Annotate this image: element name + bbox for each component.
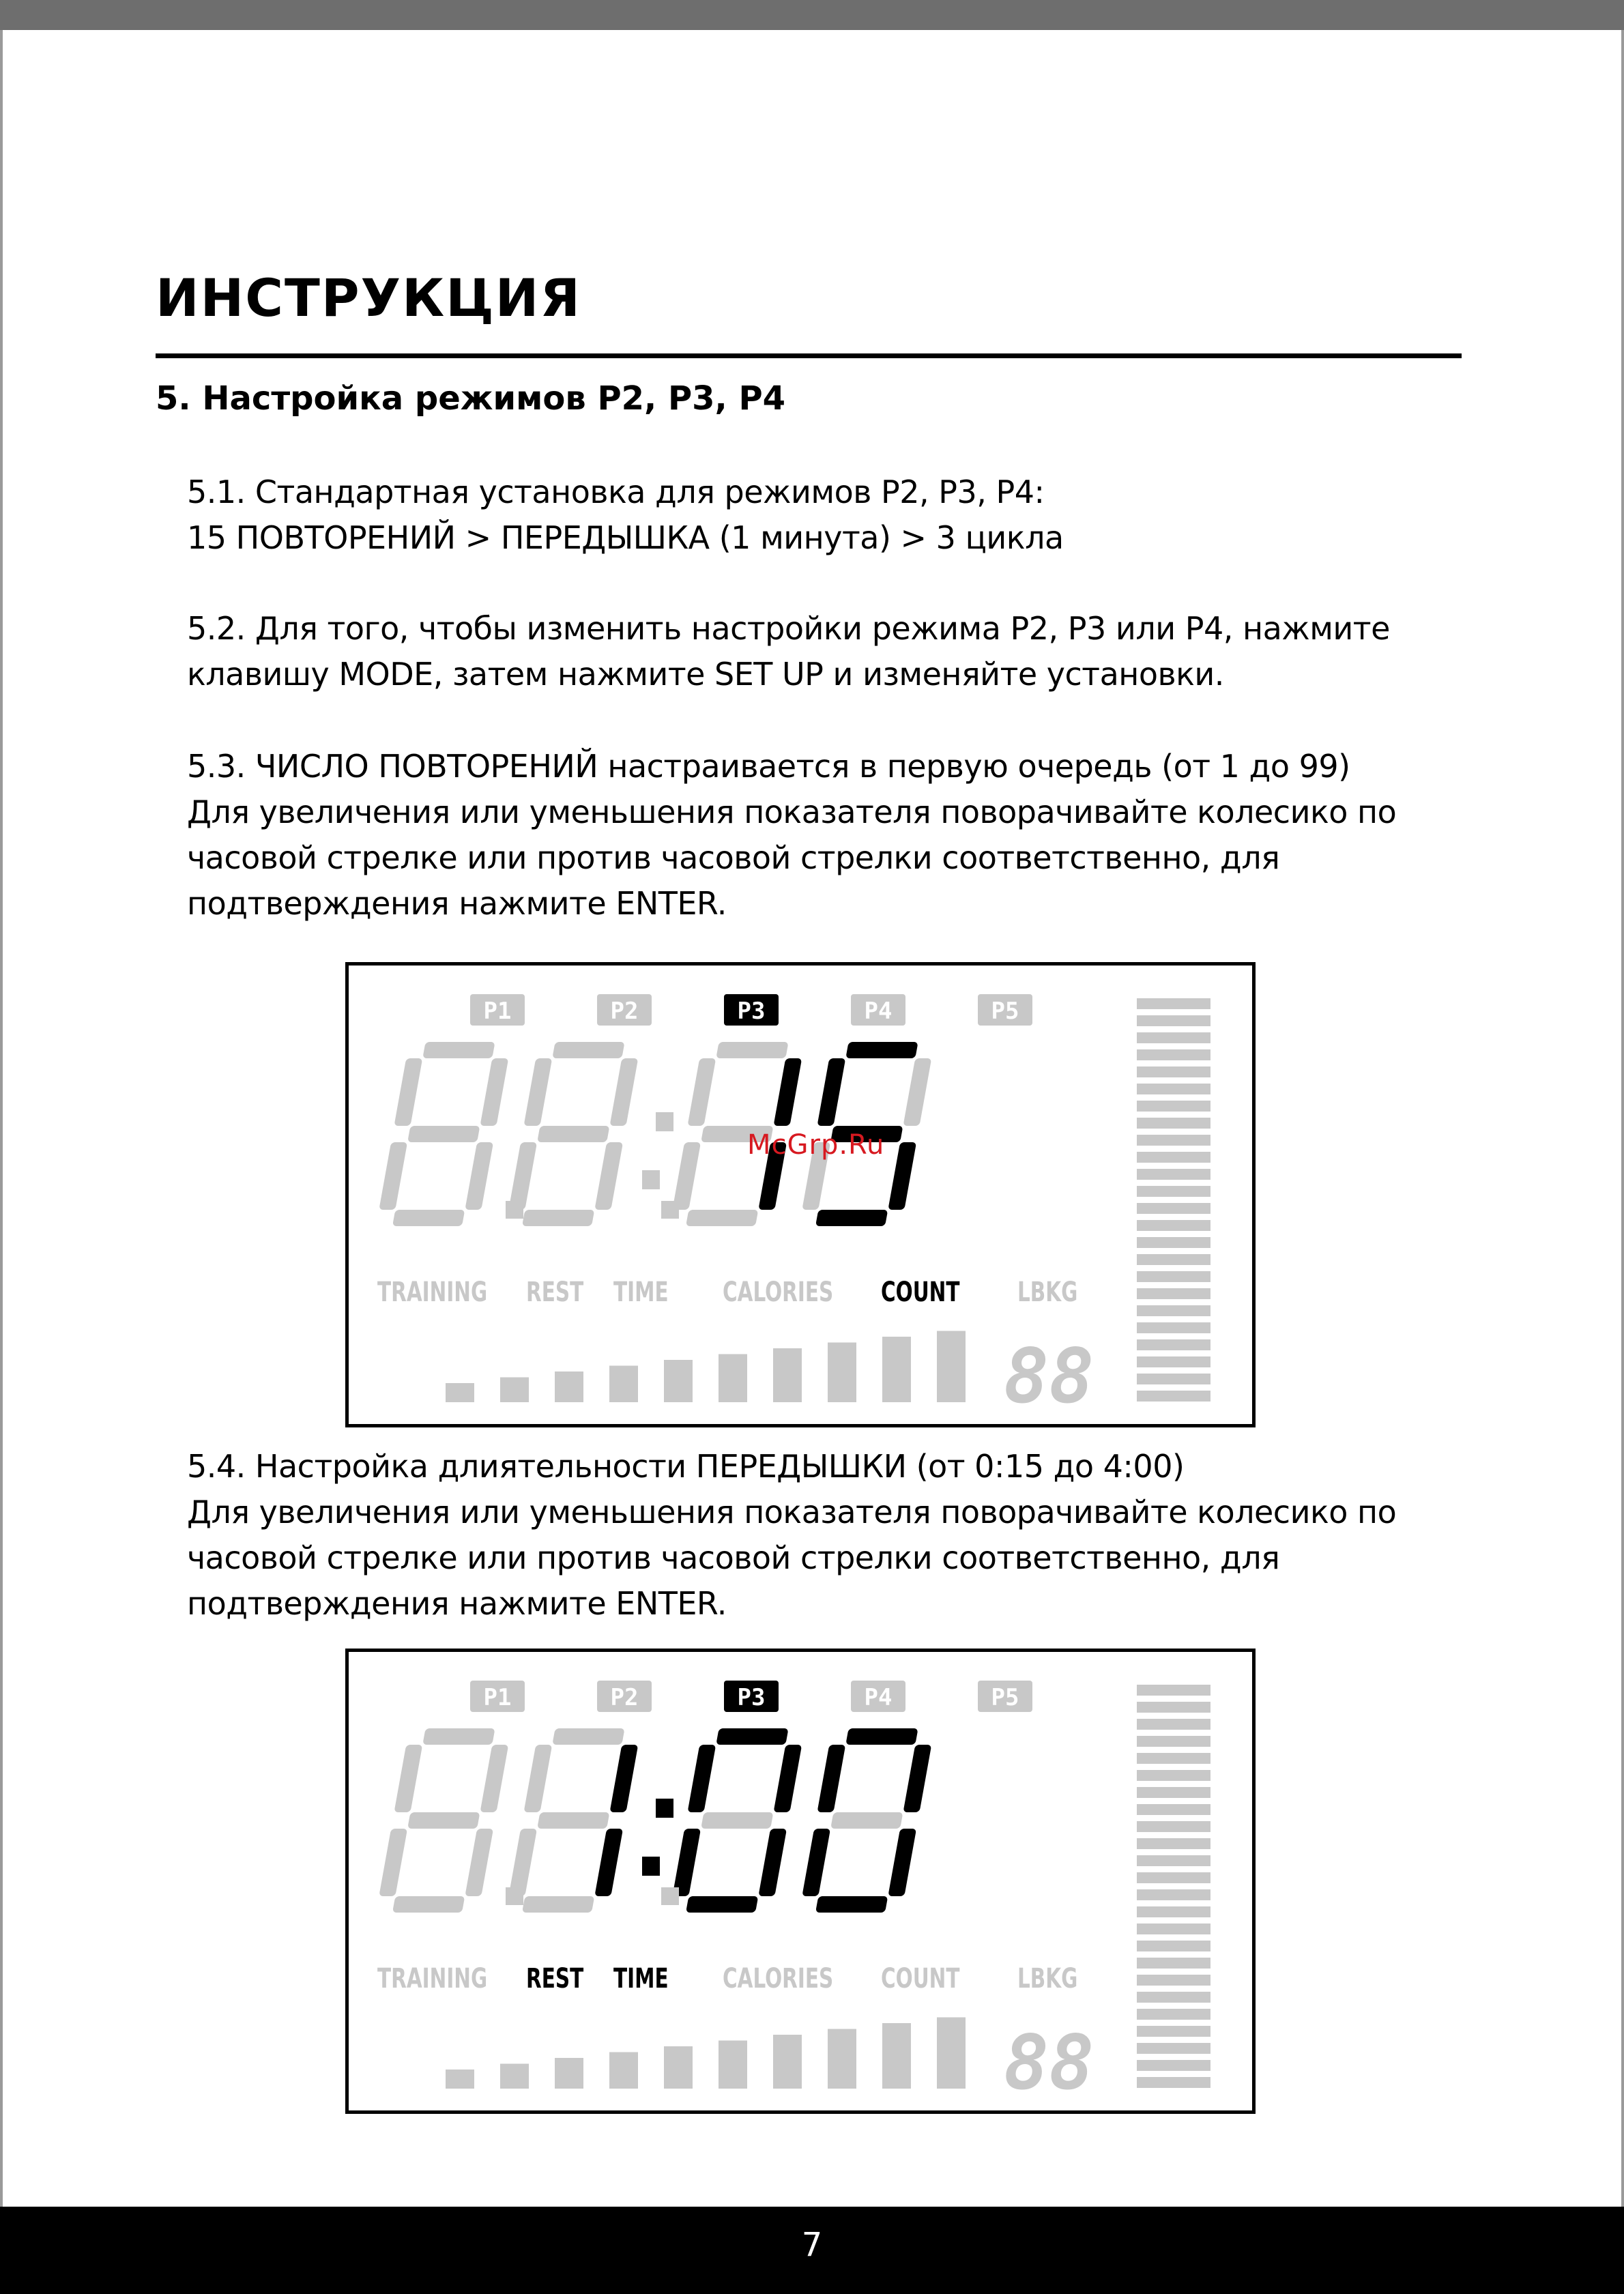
stack-segment [1137,2043,1210,2054]
stack-segment [1137,1254,1210,1265]
lcd-segment [508,1829,537,1896]
lcd-segment [392,1896,465,1913]
lcd-segment [903,1058,931,1126]
paragraph-line: часовой стрелке или против часовой стрелки соответственно, для [187,1539,1280,1576]
lcd-segment [552,1042,624,1058]
lcd-segment [817,1745,845,1812]
stack-segment [1137,2077,1210,2088]
program-label: P4 [864,1684,893,1711]
lcd-segment [394,1058,422,1126]
lcd-segment [422,1728,495,1745]
stack-segment [1137,1066,1210,1077]
bar-segment [882,2023,911,2089]
bar-segment [664,2046,693,2089]
stack-segment [1137,1186,1210,1197]
lcd-segment [394,1745,422,1812]
lcd-colon [656,1799,673,1818]
lcd-segment [672,1829,701,1896]
bar-segment [500,1378,529,1403]
lcd-digit [506,1728,641,1913]
indicator-label: TRAINING [377,1275,488,1308]
stack-segment [1137,2060,1210,2071]
lcd-segment [888,1829,916,1896]
lcd-segment [815,1896,888,1913]
stack-segment [1137,1152,1210,1163]
lcd-digit [376,1042,512,1226]
stack-segment [1137,1288,1210,1299]
bar-segment [773,1348,802,1402]
lcd-colon [642,1170,660,1189]
lcd-display-count [345,962,1256,1427]
paragraph-line: 5.2. Для того, чтобы изменить настройки режима P2, P3 или P4, нажмите [187,610,1390,647]
lcd-segment [609,1058,638,1126]
lcd-segment [422,1042,495,1058]
program-label: P1 [483,998,512,1025]
lcd-segment [537,1812,609,1829]
bar-segment [937,2018,966,2089]
bar-segment [719,1354,747,1403]
page-right-edge [1621,30,1624,2207]
indicator-label: REST [526,1962,584,1994]
bar-segment [719,2041,747,2089]
watermark: McGrp.Ru [747,1129,885,1161]
stack-segment [1137,1804,1210,1815]
lcd-segment [888,1142,916,1210]
lcd-segment [465,1142,493,1210]
lcd-segment [845,1042,918,1058]
lcd-segment [522,1210,594,1226]
stack-segment [1137,1271,1210,1282]
lcd-segment [716,1728,788,1745]
stack-segment [1137,1101,1210,1112]
program-label: P2 [610,1684,639,1711]
paragraph-5-3 [187,744,1396,927]
bar-segment [828,2029,856,2089]
stack-segment [1137,1118,1210,1129]
lcd-segment [523,1058,552,1126]
stack-segment [1137,1169,1210,1180]
stack-segment [1137,1203,1210,1214]
paragraph-5-2 [187,606,1390,697]
indicator-label: LBKG [1017,1275,1078,1308]
lcd-segment [407,1126,480,1142]
lcd-dot [506,1201,523,1219]
paragraph-line: подтверждения нажмите ENTER. [187,885,727,922]
stack-segment [1137,1015,1210,1026]
bar-segment [937,1331,966,1403]
paragraph-line: подтверждения нажмите ENTER. [187,1585,727,1622]
lcd-digit [506,1042,641,1226]
stack-segment [1137,1872,1210,1883]
lcd-colon [656,1112,673,1131]
bar-segment [828,1343,856,1403]
stack-segment [1137,1685,1210,1696]
lcd-display-rest-time [345,1649,1256,2114]
lcd-segment [594,1829,623,1896]
paragraph-line: Для увеличения или уменьшения показателя поворачивайте колесико по [187,794,1397,830]
stack-segment [1137,1305,1210,1316]
stack-segment [1137,1770,1210,1781]
lcd-panel [349,965,1252,1424]
lcd-segment [817,1058,845,1126]
lcd-segment [480,1745,508,1812]
top-bar [0,0,1624,30]
indicator-label: LBKG [1017,1962,1078,1994]
program-label: P1 [483,1684,512,1711]
bar-segment [500,2064,529,2089]
stack-segment [1137,1339,1210,1350]
page-number: 7 [801,2226,823,2264]
lcd-digit [799,1728,935,1913]
bar-segment [609,1366,638,1403]
stack-segment [1137,1736,1210,1747]
lcd-segment [609,1745,638,1812]
title-rule [156,353,1462,358]
small-digits: 88 [1004,1333,1094,1420]
indicator-label: TRAINING [377,1962,488,1994]
stack-segment [1137,1322,1210,1333]
stack-segment [1137,1032,1210,1043]
lcd-segment [687,1058,716,1126]
lcd-segment [522,1896,594,1913]
lcd-segment [594,1142,623,1210]
lcd-segment [508,1142,537,1210]
lcd-dot [506,1887,523,1905]
lcd-segment [716,1042,788,1058]
paragraph-line: часовой стрелке или против часовой стрелки соответственно, для [187,839,1280,876]
program-label: P3 [737,1684,766,1711]
bar-segment [609,2052,638,2089]
indicator-label: REST [526,1275,584,1308]
stack-segment [1137,2009,1210,2020]
bar-segment [882,1337,911,1402]
paragraph-line: 5.1. Стандартная установка для режимов P2, P3, P4: [187,474,1045,510]
stack-segment [1137,1374,1210,1384]
lcd-segment [552,1728,624,1745]
stack-segment [1137,1220,1210,1231]
stack-segment [1137,1135,1210,1146]
indicator-label: COUNT [881,1962,960,1994]
lcd-panel [349,1652,1252,2110]
stack-segment [1137,1941,1210,1951]
stack-segment [1137,998,1210,1009]
lcd-dot [661,1887,679,1905]
stack-segment [1137,1855,1210,1866]
page-title: ИНСТРУКЦИЯ [156,267,581,328]
lcd-segment [537,1126,609,1142]
indicator-label: TIME [613,1275,669,1308]
lcd-segment [758,1829,787,1896]
bar-segment [555,2058,583,2089]
lcd-segment [379,1142,407,1210]
lcd-segment [687,1745,716,1812]
small-digits: 88 [1004,2019,1094,2106]
stack-segment [1137,1838,1210,1849]
stack-segment [1137,1958,1210,1969]
stack-segment [1137,1906,1210,1917]
lcd-digit [376,1728,512,1913]
lcd-segment [465,1829,493,1896]
lcd-segment [392,1210,465,1226]
lcd-segment [903,1745,931,1812]
paragraph-line: 15 ПОВТОРЕНИЙ > ПЕРЕДЫШКА (1 минута) > 3 цикла [187,519,1064,556]
stack-segment [1137,1923,1210,1934]
stack-segment [1137,1084,1210,1094]
stack-segment [1137,1975,1210,1986]
stack-segment [1137,1787,1210,1798]
paragraph-line: Для увеличения или уменьшения показателя поворачивайте колесико по [187,1494,1397,1530]
stack-segment [1137,2026,1210,2037]
lcd-segment [830,1812,903,1829]
paragraph-line: клавишу MODE, затем нажмите SET UP и изменяйте установки. [187,656,1224,693]
lcd-segment [686,1896,758,1913]
bar-segment [555,1371,583,1402]
lcd-segment [815,1210,888,1226]
lcd-segment [845,1728,918,1745]
lcd-digit [669,1728,805,1913]
bar-segment [773,2035,802,2089]
lcd-segment [773,1745,802,1812]
lcd-dot [661,1201,679,1219]
stack-segment [1137,1753,1210,1764]
lcd-segment [686,1210,758,1226]
paragraph-5-1 [187,469,1064,561]
lcd-segment [802,1829,830,1896]
stack-segment [1137,1992,1210,2003]
stack-segment [1137,1702,1210,1713]
lcd-segment [701,1812,773,1829]
program-label: P3 [737,998,766,1025]
lcd-colon [642,1857,660,1876]
program-label: P4 [864,998,893,1025]
indicator-label: COUNT [881,1275,960,1308]
bar-segment [446,1383,474,1402]
indicator-label: CALORIES [723,1962,834,1994]
program-label: P5 [991,1684,1019,1711]
program-label: P2 [610,998,639,1025]
stack-segment [1137,1049,1210,1060]
lcd-segment [773,1058,802,1126]
bar-segment [446,2070,474,2089]
lcd-segment [379,1829,407,1896]
page-left-edge [0,30,3,2207]
paragraph-line: 5.3. ЧИСЛО ПОВТОРЕНИЙ настраивается в первую очередь (от 1 до 99) [187,748,1350,785]
lcd-segment [480,1058,508,1126]
stack-segment [1137,1356,1210,1367]
section-heading: 5. Настройка режимов P2, P3, P4 [156,379,786,418]
indicator-label: CALORIES [723,1275,834,1308]
stack-segment [1137,1719,1210,1730]
lcd-segment [523,1745,552,1812]
stack-segment [1137,1237,1210,1248]
lcd-segment [672,1142,701,1210]
stack-segment [1137,1391,1210,1402]
lcd-segment [407,1812,480,1829]
stack-segment [1137,1821,1210,1832]
bar-segment [664,1360,693,1402]
paragraph-5-4 [187,1444,1396,1627]
indicator-label: TIME [613,1962,669,1994]
paragraph-line: 5.4. Настройка длиятельности ПЕРЕДЫШКИ (от 0:15 до 4:00) [187,1448,1185,1485]
stack-segment [1137,1889,1210,1900]
program-label: P5 [991,998,1019,1025]
